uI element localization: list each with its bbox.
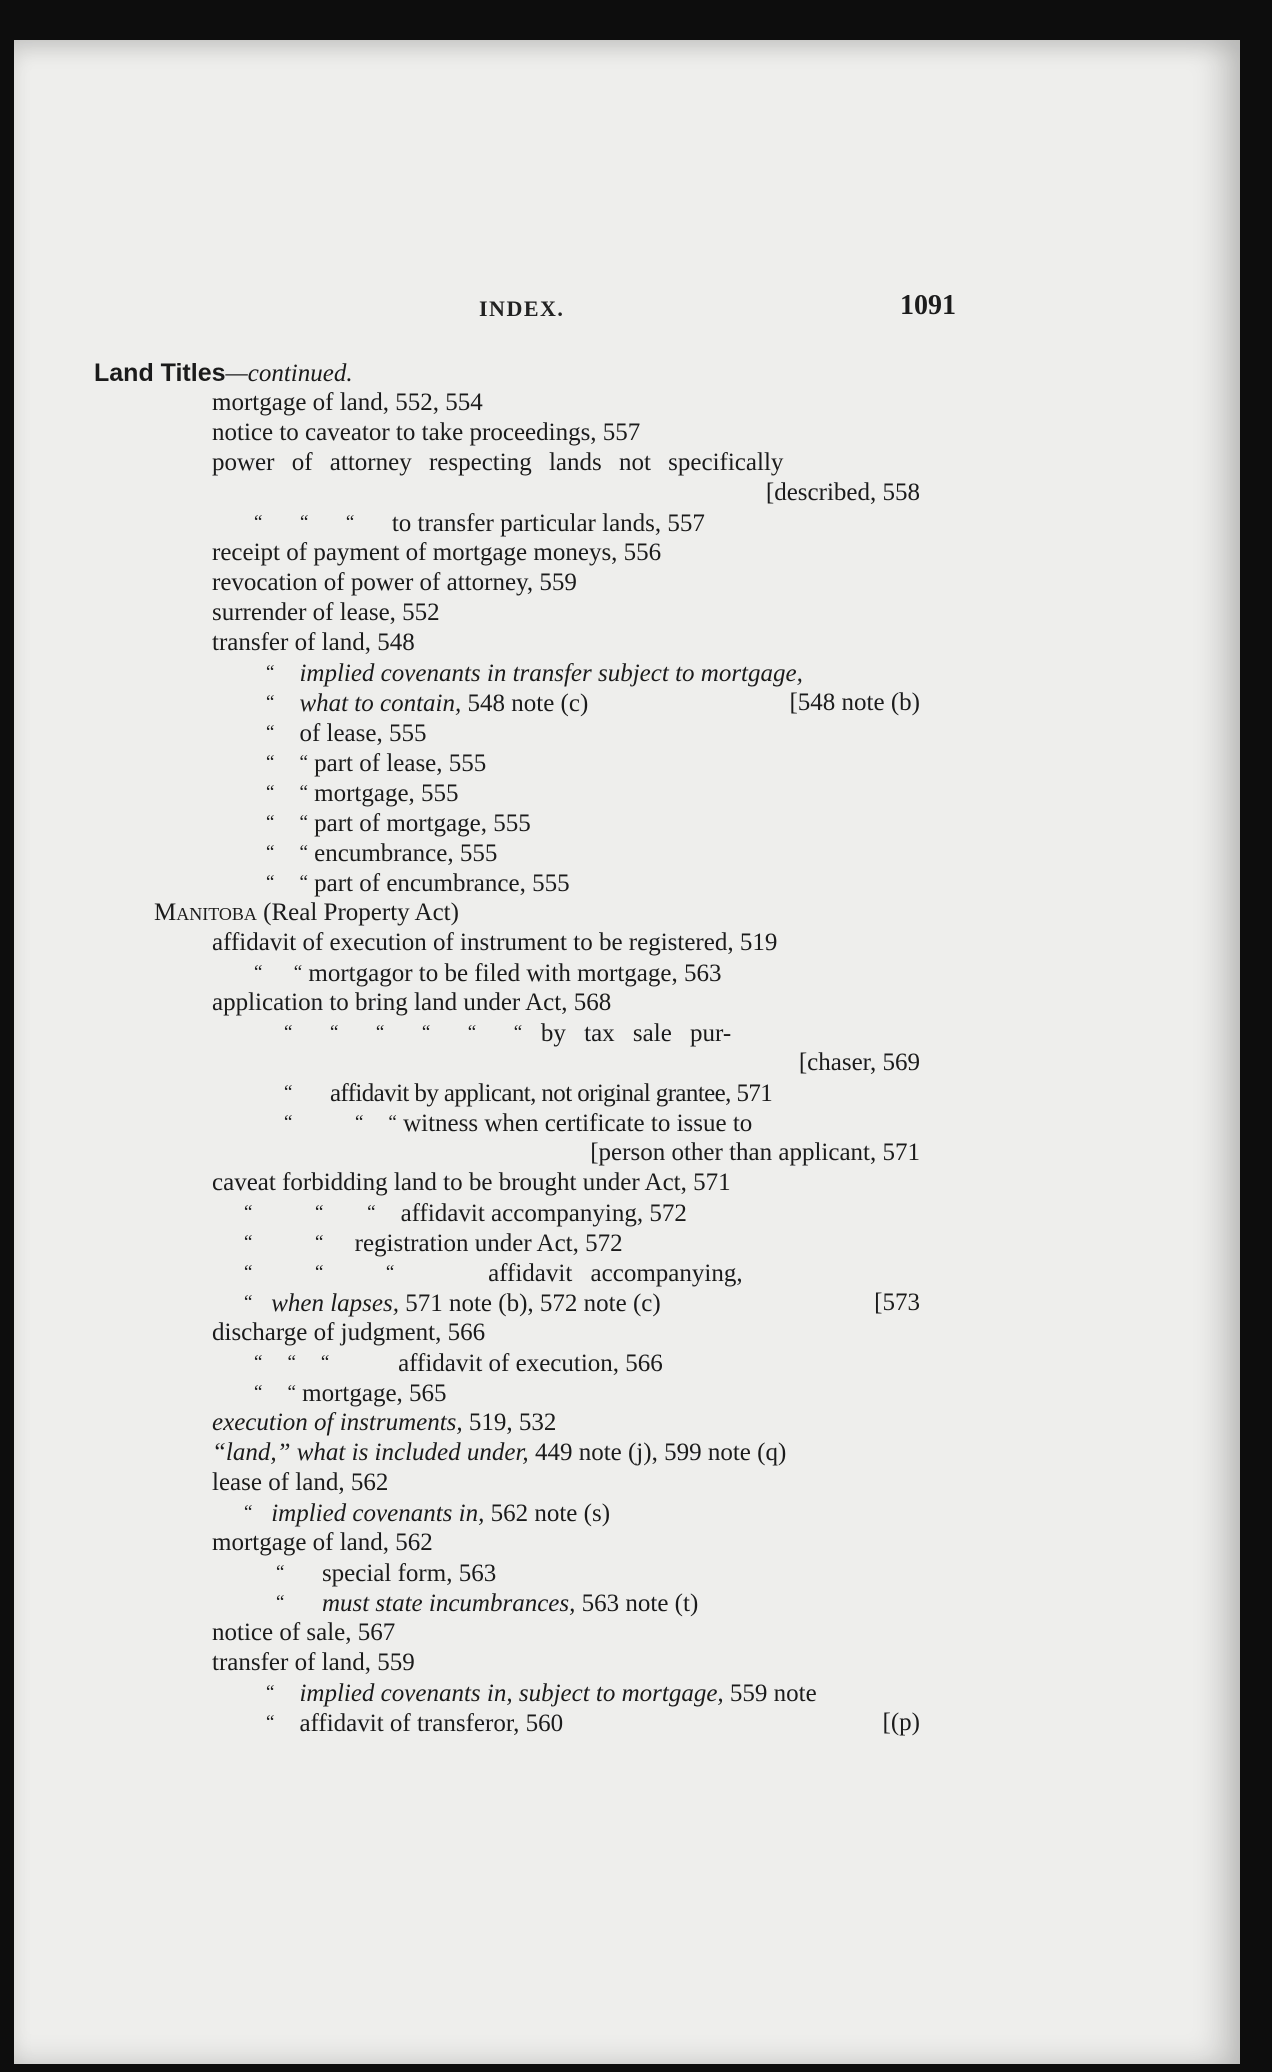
entry-ref: 559 note [729, 1680, 817, 1707]
ditto-mark: “ [266, 812, 275, 833]
ditto-mark: “ [266, 722, 275, 743]
index-entry [212, 1408, 556, 1438]
ditto-mark: “ [266, 692, 275, 713]
index-entry: lease of land, 562 [212, 1469, 389, 1496]
entry-text: affidavit accompanying, [488, 1260, 743, 1287]
index-entry [254, 1348, 663, 1379]
index-entry: transfer of land, 559 [212, 1649, 415, 1676]
entry-text: special form, 563 [321, 1560, 497, 1587]
entry-ref: 562 note (s) [490, 1500, 611, 1527]
running-head: INDEX. [479, 296, 565, 321]
index-entry [276, 1588, 698, 1619]
entry-text: part of lease, 555 [314, 750, 487, 777]
ditto-mark: “ [266, 662, 275, 683]
ditto-mark: “ [244, 1292, 253, 1313]
subheading-main: Manitoba [154, 899, 257, 926]
index-entry [244, 1288, 661, 1319]
index-entry [266, 868, 570, 899]
ditto-mark: “ [276, 1592, 285, 1613]
ditto-mark: “ [299, 872, 308, 893]
ditto-mark: “ [254, 1382, 263, 1403]
ditto-mark: “ [367, 1202, 376, 1223]
index-entry-cont: [548 note (b) [789, 689, 920, 716]
index-entry: notice of sale, 567 [212, 1619, 396, 1646]
index-entry: notice to caveator to take proceedings, 557 [212, 419, 641, 446]
ditto-mark: “ [254, 962, 263, 983]
entry-text: of lease, 555 [299, 720, 427, 747]
index-heading [94, 358, 353, 389]
entry-text: implied covenants in, subject to mortgage, [299, 1680, 724, 1707]
entry-text: registration under Act, 572 [354, 1230, 623, 1257]
ditto-mark: “ [244, 1262, 253, 1283]
entry-ref: 519, 532 [468, 1409, 557, 1436]
entry-ref: 449 note (j), 599 note (q) [534, 1439, 787, 1466]
page-number: 1091 [900, 290, 956, 321]
entry-text: encumbrance, 555 [314, 840, 498, 867]
entry-text: witness when certificate to issue to [403, 1110, 753, 1137]
entry-text: mortgage, 555 [314, 780, 459, 807]
entry-text: affidavit of execution, 566 [398, 1350, 663, 1377]
ditto-mark: “ [345, 512, 355, 533]
entry-text: implied covenants in transfer subject to mortgage, [299, 660, 803, 687]
ditto-mark: “ [276, 1562, 285, 1583]
ditto-mark: “ [244, 1502, 253, 1523]
index-entry [244, 1228, 623, 1259]
entry-text: implied covenants in, [271, 1500, 485, 1527]
ditto-mark: “ [266, 1712, 275, 1733]
entry-text: when lapses, [271, 1290, 399, 1317]
index-entry [266, 778, 459, 809]
entry-text: part of encumbrance, 555 [314, 870, 570, 897]
index-entry [266, 748, 486, 779]
ditto-mark: “ [254, 512, 263, 533]
index-entry [276, 1558, 496, 1589]
ditto-mark: “ [375, 1022, 385, 1043]
ditto-mark: “ [385, 1262, 395, 1283]
index-entry [266, 1678, 817, 1709]
ditto-mark: “ [299, 812, 308, 833]
index-entry [266, 658, 803, 689]
index-subheading [154, 898, 459, 928]
ditto-mark: “ [266, 1682, 275, 1703]
entry-text: execution of instruments, [212, 1409, 463, 1436]
index-entry: discharge of judgment, 566 [212, 1319, 486, 1346]
index-entry: application to bring land under Act, 568 [212, 989, 612, 1016]
heading-main: Land Titles [94, 359, 226, 387]
ditto-mark: “ [467, 1022, 477, 1043]
ditto-mark: “ [266, 842, 275, 863]
index-entry-cont: [described, 558 [765, 479, 920, 506]
index-entry-cont: [chaser, 569 [798, 1049, 920, 1076]
ditto-mark: “ [421, 1022, 431, 1043]
index-entry [266, 838, 497, 869]
ditto-mark: “ [266, 782, 275, 803]
ditto-mark: “ [314, 1262, 324, 1283]
heading-suffix: —continued. [225, 360, 353, 387]
ditto-mark: “ [388, 1112, 397, 1133]
ditto-mark: “ [299, 782, 308, 803]
ditto-mark: “ [287, 1352, 296, 1373]
index-entry [244, 1198, 687, 1229]
entry-text: affidavit by applicant, not original grantee, 571 [329, 1080, 773, 1107]
index-entry [254, 958, 721, 989]
ditto-mark: “ [513, 1022, 523, 1043]
index-entry: power of attorney respecting lands not specifically [212, 449, 784, 476]
ditto-mark: “ [329, 1022, 339, 1043]
ditto-mark: “ [299, 752, 308, 773]
index-entry [284, 1078, 772, 1109]
entry-text: what to contain, [299, 690, 462, 717]
index-entry [244, 1498, 610, 1529]
index-entry [284, 1018, 731, 1049]
index-entry [254, 1378, 447, 1409]
index-entry [284, 1108, 752, 1139]
index-entry [212, 1438, 786, 1468]
ditto-mark: “ [299, 512, 309, 533]
ditto-mark: “ [354, 1112, 364, 1133]
index-entry: transfer of land, 548 [212, 629, 415, 656]
entry-text: must state incumbrances, [321, 1590, 576, 1617]
entry-text: “land,” what is included under, [212, 1439, 529, 1466]
index-entry [254, 508, 705, 539]
index-entry [266, 1708, 563, 1739]
ditto-mark: “ [284, 1082, 293, 1103]
index-entry: affidavit of execution of instrument to be registered, 519 [212, 929, 778, 956]
index-entry: mortgage of land, 562 [212, 1529, 433, 1556]
entry-text: part of mortgage, 555 [314, 810, 531, 837]
ditto-mark: “ [266, 752, 275, 773]
ditto-mark: “ [314, 1202, 324, 1223]
ditto-mark: “ [284, 1022, 293, 1043]
entry-text: by tax sale pur- [540, 1020, 732, 1047]
index-entry-cont: [(p) [882, 1709, 920, 1736]
index-entry [266, 808, 531, 839]
entry-text: affidavit of transferor, 560 [299, 1710, 564, 1737]
ditto-mark: “ [320, 1352, 330, 1373]
entry-text: to transfer particular lands, 557 [391, 510, 705, 537]
index-entry [244, 1258, 743, 1289]
entry-ref: 571 note (b), 572 note (c) [405, 1290, 661, 1317]
index-entry-cont: [573 [874, 1289, 920, 1316]
ditto-mark: “ [254, 1352, 263, 1373]
ditto-mark: “ [266, 872, 275, 893]
ditto-mark: “ [287, 1382, 296, 1403]
index-entry: mortgage of land, 552, 554 [212, 389, 483, 416]
ditto-mark: “ [244, 1232, 253, 1253]
ditto-mark: “ [244, 1202, 253, 1223]
entry-text: mortgage, 565 [302, 1380, 447, 1407]
ditto-mark: “ [293, 962, 303, 983]
subheading-note: (Real Property Act) [263, 899, 459, 926]
index-entry: surrender of lease, 552 [212, 599, 440, 626]
entry-ref: 563 note (t) [581, 1590, 699, 1617]
entry-text: affidavit accompanying, 572 [400, 1200, 687, 1227]
index-entry: revocation of power of attorney, 559 [212, 569, 577, 596]
index-entry [266, 688, 588, 719]
ditto-mark: “ [284, 1112, 293, 1133]
ditto-mark: “ [299, 842, 308, 863]
entry-ref: 548 note (c) [467, 690, 589, 717]
entry-text: mortgagor to be filed with mortgage, 563 [308, 960, 722, 987]
index-entry: receipt of payment of mortgage moneys, 556 [212, 539, 662, 566]
index-entry: caveat forbidding land to be brought under Act, 571 [212, 1169, 731, 1196]
ditto-mark: “ [314, 1232, 324, 1253]
book-page [14, 40, 1240, 2064]
index-entry [266, 718, 426, 749]
index-entry-cont: [person other than applicant, 571 [590, 1139, 920, 1166]
